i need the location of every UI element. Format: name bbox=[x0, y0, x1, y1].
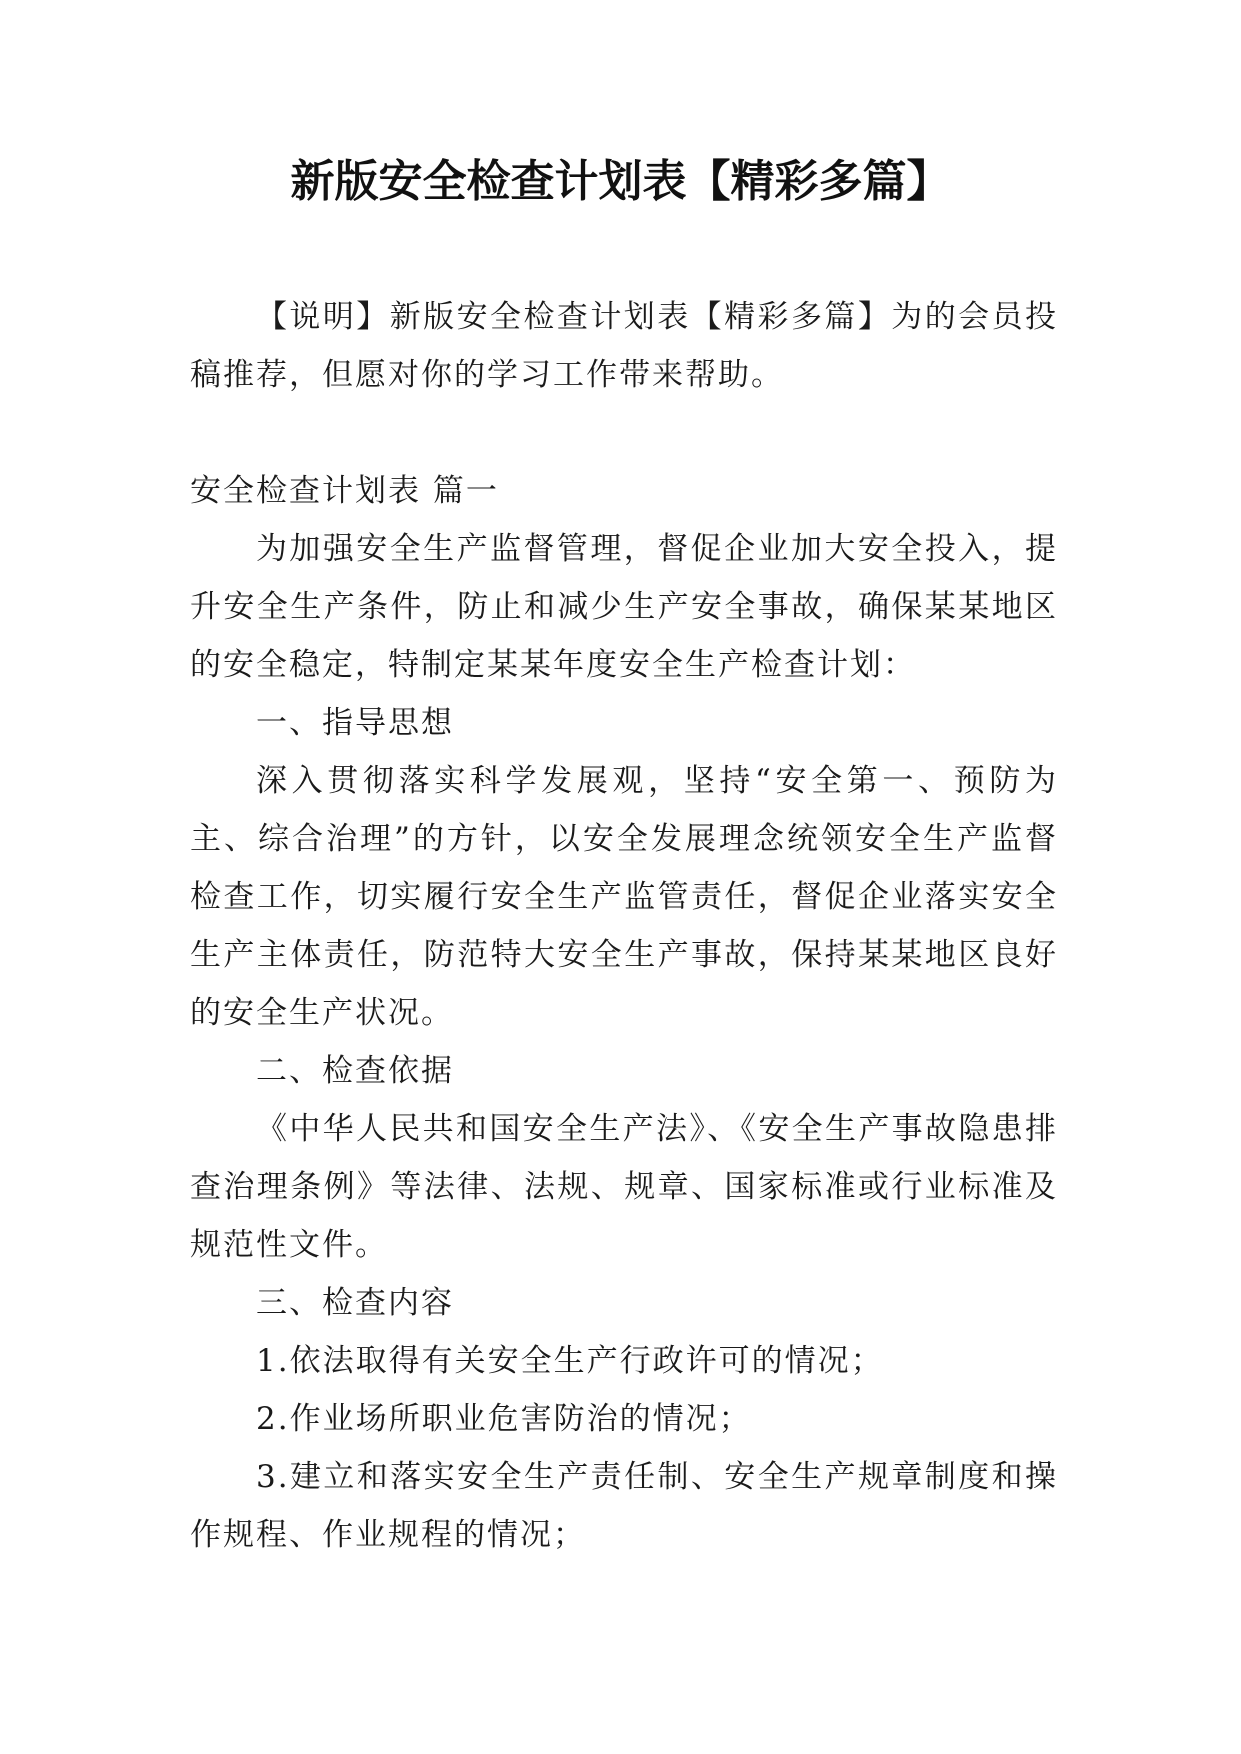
heading-guiding-ideology: 一、指导思想 bbox=[256, 705, 454, 741]
intro-paragraph: 【说明】新版安全检查计划表【精彩多篇】为的会员投稿推荐，但愿对你的学习工作带来帮助。 bbox=[190, 299, 1058, 393]
opening-paragraph: 为加强安全生产监督管理，督促企业加大安全投入，提升安全生产条件，防止和减少生产安全事故，确保某某地区的安全稳定，特制定某某年度安全生产检查计划： bbox=[190, 531, 1058, 683]
list-item: 2.作业场所职业危害防治的情况； bbox=[256, 1401, 752, 1437]
list-item: 3.建立和落实安全生产责任制、安全生产规章制度和操作规程、作业规程的情况； bbox=[190, 1459, 1058, 1553]
guiding-ideology-paragraph: 深入贯彻落实科学发展观，坚持“安全第一、预防为主、综合治理”的方针，以安全发展理念统领安全生产监督检查工作，切实履行安全生产监管责任，督促企业落实安全生产主体责任，防范特大安全生产事故，保持某某地区良好的安全生产状况。 bbox=[190, 763, 1058, 1031]
list-item: 1.依法取得有关安全生产行政许可的情况； bbox=[256, 1343, 884, 1379]
inspection-basis-paragraph: 《中华人民共和国安全生产法》、《安全生产事故隐患排查治理条例》等法律、法规、规章、国家标准或行业标准及规范性文件。 bbox=[190, 1111, 1058, 1263]
document-title: 新版安全检查计划表【精彩多篇】 bbox=[290, 156, 951, 207]
section-heading: 安全检查计划表 篇一 bbox=[190, 473, 499, 509]
heading-inspection-content: 三、检查内容 bbox=[256, 1285, 454, 1321]
document-body bbox=[190, 288, 1058, 1564]
heading-inspection-basis: 二、检查依据 bbox=[256, 1053, 454, 1089]
